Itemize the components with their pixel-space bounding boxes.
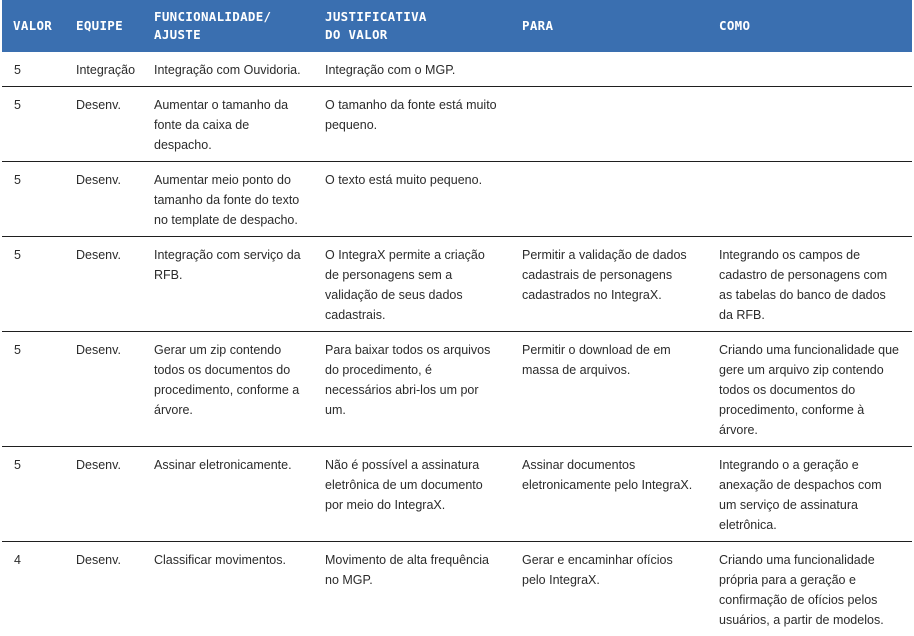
table-row [2,52,912,87]
cell-justificativa: Para baixar todos os arquivos do procedimento, é necessários abri-los um por um. [315,332,512,447]
cell-valor: 5 [2,87,66,162]
cell-para: Gerar e encaminhar ofícios pelo IntegraX. [512,542,709,636]
header-para: PARA [512,0,709,52]
header-row [2,0,912,52]
cell-valor: 5 [2,237,66,332]
cell-valor: 4 [2,542,66,636]
cell-para [512,162,709,237]
cell-funcionalidade: Assinar eletronicamente. [144,447,315,542]
cell-equipe: Desenv. [66,447,144,542]
cell-equipe: Desenv. [66,87,144,162]
table-row [2,447,912,542]
header-valor: VALOR [2,0,66,52]
header-justificativa: JUSTIFICATIVA DO VALOR [315,0,512,52]
cell-para: Assinar documentos eletronicamente pelo IntegraX. [512,447,709,542]
cell-para: Permitir o download de em massa de arquivos. [512,332,709,447]
cell-como: Integrando os campos de cadastro de personagens com as tabelas do banco de dados da RFB. [709,237,912,332]
table-row [2,332,912,447]
cell-justificativa: O IntegraX permite a criação de personagens sem a validação de seus dados cadastrais. [315,237,512,332]
table-row [2,87,912,162]
cell-para: Permitir a validação de dados cadastrais de personagens cadastrados no IntegraX. [512,237,709,332]
table-body [2,52,912,636]
cell-como [709,162,912,237]
header-como: COMO [709,0,912,52]
cell-equipe: Desenv. [66,237,144,332]
cell-para [512,52,709,87]
cell-valor: 5 [2,447,66,542]
cell-para [512,87,709,162]
header-funcionalidade: FUNCIONALIDADE/ AJUSTE [144,0,315,52]
cell-justificativa: Integração com o MGP. [315,52,512,87]
cell-funcionalidade: Integração com serviço da RFB. [144,237,315,332]
cell-equipe: Desenv. [66,332,144,447]
cell-valor: 5 [2,162,66,237]
cell-funcionalidade: Gerar um zip contendo todos os documentos do procedimento, conforme a árvore. [144,332,315,447]
cell-equipe: Integração [66,52,144,87]
cell-como: Criando uma funcionalidade que gere um arquivo zip contendo todos os documentos do procedimento, conforme à árvore. [709,332,912,447]
table-row [2,237,912,332]
cell-como [709,87,912,162]
cell-justificativa: O tamanho da fonte está muito pequeno. [315,87,512,162]
header-equipe: EQUIPE [66,0,144,52]
backlog-table [2,0,912,636]
cell-funcionalidade: Aumentar o tamanho da fonte da caixa de despacho. [144,87,315,162]
table-row [2,542,912,636]
cell-como: Criando uma funcionalidade própria para a geração e confirmação de ofícios pelos usuários, a partir de modelos. [709,542,912,636]
cell-funcionalidade: Classificar movimentos. [144,542,315,636]
cell-como: Integrando o a geração e anexação de despachos com um serviço de assinatura eletrônica. [709,447,912,542]
cell-como [709,52,912,87]
table-header [2,0,912,52]
cell-funcionalidade: Integração com Ouvidoria. [144,52,315,87]
cell-justificativa: Não é possível a assinatura eletrônica de um documento por meio do IntegraX. [315,447,512,542]
cell-valor: 5 [2,332,66,447]
cell-justificativa: O texto está muito pequeno. [315,162,512,237]
cell-funcionalidade: Aumentar meio ponto do tamanho da fonte do texto no template de despacho. [144,162,315,237]
cell-valor: 5 [2,52,66,87]
cell-equipe: Desenv. [66,162,144,237]
table-row [2,162,912,237]
cell-justificativa: Movimento de alta frequência no MGP. [315,542,512,636]
cell-equipe: Desenv. [66,542,144,636]
